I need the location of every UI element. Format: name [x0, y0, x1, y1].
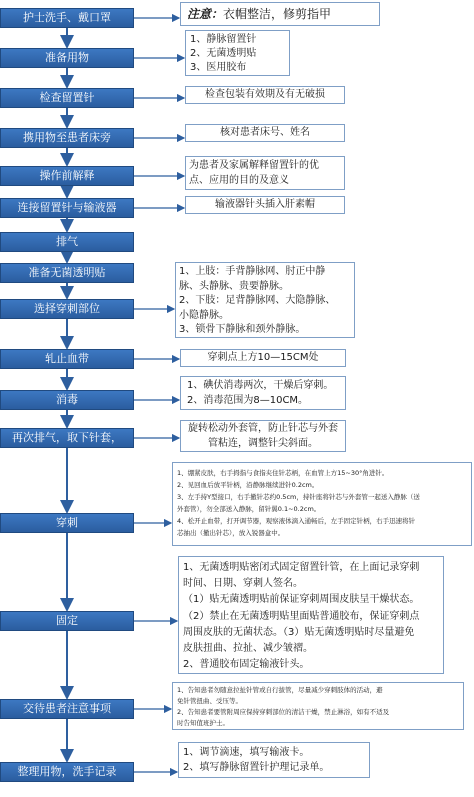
puncture-line: 芯抽出（撤出针芯），放入锐器盒中。 — [177, 529, 285, 537]
note-rotate — [180, 420, 346, 452]
supply-line: 1、静脉留置针 — [190, 34, 257, 45]
disinfect-line: 2、消毒范围为8—10CM。 — [187, 395, 309, 406]
instruct-line: 1、告知患者勿随意拉扯针管或自行拔管，尽量减少穿刺肢体的活动，避 — [177, 686, 383, 694]
rotate-line: 旋转松动外套管，防止针芯与外套 — [188, 423, 338, 434]
fix-line: 时间、日期、穿刺人签名。 — [183, 578, 303, 590]
step-connect-infusion: 连接留置针与输液器 — [0, 198, 134, 218]
site-line: 2、下肢：足背静脉网、大隐静脉、 — [179, 295, 336, 306]
fix-line: 周围皮肤的无菌状态。（3）贴无菌透明贴时尽量避免 — [183, 626, 415, 638]
note-supplies — [185, 30, 290, 76]
instruct-line: 2、告知患者要管附周应保持穿刺部位的清洁干燥，禁止淋浴，如有不适及 — [177, 708, 390, 716]
note-tourniquet: 穿刺点上方10—15CM处 — [180, 349, 346, 367]
rotate-line: 管粘连，调整针尖斜面。 — [208, 437, 318, 449]
supply-line: 2、无菌透明贴 — [190, 48, 257, 59]
attention-text: 衣帽整洁，修剪指甲 — [223, 7, 332, 21]
step-vent-air: 排气 — [0, 232, 134, 252]
fix-line: （2）禁止在无菌透明贴里面贴普通胶布，保证穿刺点 — [183, 610, 420, 622]
note-check: 检查包装有效期及有无破损 — [185, 86, 345, 104]
note-fix — [178, 556, 444, 674]
site-line: 1、上肢：手背静脉网、肘正中静 — [179, 266, 326, 277]
puncture-line: 4、松开止血带，打开调节器，观察液体滴入通畅后，左手固定针柄，右手迅速将针 — [177, 517, 416, 525]
step-prepare-supplies: 准备用物 — [0, 48, 134, 68]
step-tourniquet: 轧止血带 — [0, 349, 134, 369]
step-fix: 固定 — [0, 611, 134, 631]
step-check-needle: 检查留置针 — [0, 88, 134, 108]
instruct-line: 免针管扭曲、受压等。 — [177, 697, 242, 705]
note-connect: 输液器针头插入肝素帽 — [185, 196, 345, 214]
fix-line: 2、普通胶布固定输液针头。 — [183, 659, 310, 671]
step-bring-to-bedside: 携用物至患者床旁 — [0, 128, 134, 148]
step-instruct-patient: 交待患者注意事项 — [0, 699, 134, 719]
fix-line: （1）贴无菌透明贴前保证穿刺周围皮肤呈干燥状态。 — [183, 594, 420, 606]
step-disinfect: 消毒 — [0, 390, 134, 410]
step-puncture: 穿刺 — [0, 513, 134, 533]
puncture-line: 1、绷紧皮肤，右手拇指与食指夹住针芯柄，在血管上方15~30°角进针。 — [177, 469, 389, 477]
explain-line: 为患者及家属解释留置针的优 — [189, 160, 319, 171]
step-tidy-record: 整理用物，洗手记录 — [0, 762, 134, 782]
step-select-site: 选择穿刺部位 — [0, 299, 134, 319]
step-explain: 操作前解释 — [0, 166, 134, 186]
site-line: 脉、头静脉、贵要静脉。 — [179, 280, 289, 292]
fix-line: 1、无菌透明贴密闭式固定留置针管，在上面记录穿刺 — [183, 562, 420, 573]
puncture-line: 外套管），勿全部送入静脉，留针翼0.1~0.2cm。 — [177, 505, 321, 513]
step-wash-hands: 护士洗手、戴口罩 — [0, 8, 134, 28]
note-disinfect — [180, 376, 346, 410]
note-attention — [180, 2, 380, 26]
record-line: 1、调节滴速，填写输液卡。 — [183, 747, 310, 758]
note-explain — [185, 156, 345, 190]
explain-line: 点、应用的目的及意义 — [189, 175, 289, 186]
instruct-line: 时告知值班护士。 — [177, 719, 229, 727]
disinfect-line: 1、碘伏消毒两次，干燥后穿刺。 — [187, 380, 334, 391]
note-bedside: 核对患者床号、姓名 — [185, 124, 345, 142]
note-puncture — [172, 462, 472, 546]
note-site — [175, 262, 355, 338]
supply-line: 3、医用胶布 — [190, 62, 247, 73]
note-instruct — [172, 682, 464, 730]
site-line: 3、锁骨下静脉和颈外静脉。 — [179, 324, 306, 335]
puncture-line: 3、左手持Y型接口，右手撤针芯约0.5cm，持针座将针芯与外套管一起送入静脉（送 — [177, 493, 420, 501]
record-line: 2、填写静脉留置针护理记录单。 — [183, 762, 330, 773]
attention-label: 注意： — [187, 7, 224, 21]
note-record — [178, 742, 370, 778]
site-line: 小隐静脉。 — [179, 309, 229, 321]
fix-line: 皮肤扭曲、拉扯、减少皱褶。 — [183, 643, 313, 655]
step-vent-again: 再次排气，取下针套， — [0, 428, 134, 448]
step-prepare-dressing: 准备无菌透明贴 — [0, 263, 134, 283]
puncture-line: 2、见回血后放平针柄，沿静脉继续进针0.2cm。 — [177, 481, 319, 489]
